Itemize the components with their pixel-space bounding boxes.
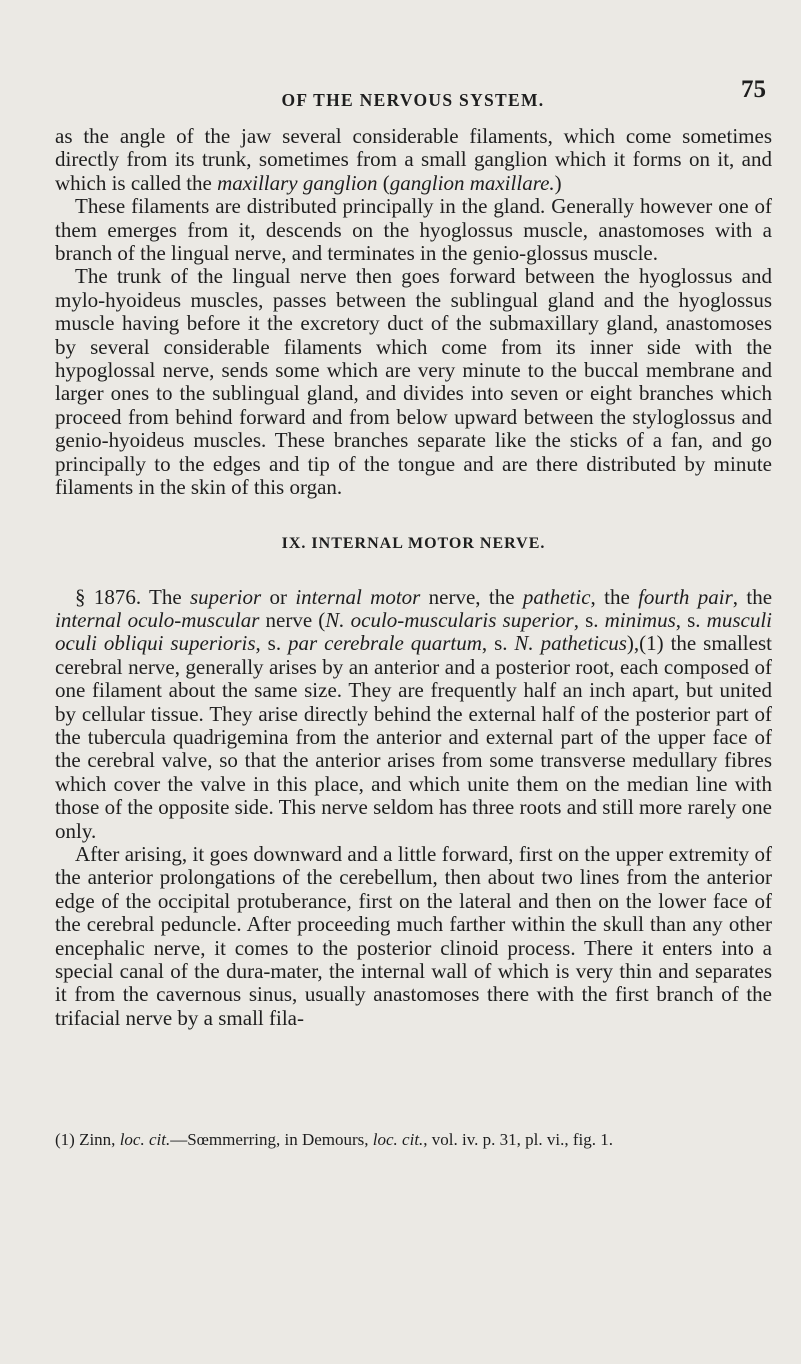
paragraph: The trunk of the lingual nerve then goes forward between the hyoglossus and mylo-hyoideus muscles, passes between the sublingual gland and the hyoglossus muscle having before it the excretory duct of the submaxillary gland, anastomoses by several considerable filaments which come from its inner side with the hypoglossal nerve, sends some which are very minute to the buccal membrane and larger ones to the sublingual gland, and divides into seven or eight branches which proceed from behind forward and from below upward between the styloglossus and genio-hyoideus muscles. These branches separate like the sticks of a fan, and go principally to the edges and tip of the tongue and are there distributed by minute filaments in the skin of this organ. [55, 264, 772, 500]
paragraph: as the angle of the jaw several considerable filaments, which come sometimes directly from its trunk, sometimes from a small ganglion which it forms on it, and which is called the maxillary ganglion (ganglion maxillare.) [55, 124, 772, 195]
section-heading: IX. INTERNAL MOTOR NERVE. [281, 534, 546, 552]
footnote: (1) Zinn, loc. cit.—Sœmmerring, in Demours, loc. cit., vol. iv. p. 31, pl. vi., fig. 1. [55, 1130, 613, 1149]
page-header [55, 76, 771, 116]
paragraph: After arising, it goes downward and a little forward, first on the upper extremity of the anterior prolongations of the cerebellum, then about two lines from the anterior edge of the occipital protuberance, first on the lateral and then on the lower face of the cerebral peduncle. After proceeding much farther within the skull than any other encephalic nerve, it comes to the posterior clinoid process. There it enters into a special canal of the dura-mater, the internal wall of which is very thin and separates it from the cavernous sinus, usually anastomoses there with the first branch of the trifacial nerve by a small fila- [55, 841, 772, 1030]
body-text [55, 125, 772, 1030]
paragraph: § 1876. The superior or internal motor nerve, the pathetic, the fourth pair, the internal oculo-muscular nerve (N. oculo-muscularis superior, s. minimus, s. musculi oculi obliqui superioris, s. par cerebrale quartum, s. N. patheticus),(1) the smallest cerebral nerve, generally arises by an anterior and a posterior root, each composed of one filament about the same size. They are frequently half an inch apart, but united by cellular tissue. They arise directly behind the external half of the posterior part of the tubercula quadrigemina from the anterior and external part of the upper face of the cerebral valve, so that the anterior arises from some transverse medullary fibres which cover the valve in this place, and which unite them on the median line with those of the opposite side. This nerve seldom has three roots and still more rarely one only. [55, 584, 773, 843]
paragraph: These filaments are distributed principally in the gland. Generally however one of them emerges from it, descends on the hyoglossus muscle, anastomoses with a branch of the lingual nerve, and terminates in the genio-glossus muscle. [55, 194, 772, 266]
page-number: 75 [741, 76, 766, 103]
running-head: OF THE NERVOUS SYSTEM. [281, 90, 545, 110]
